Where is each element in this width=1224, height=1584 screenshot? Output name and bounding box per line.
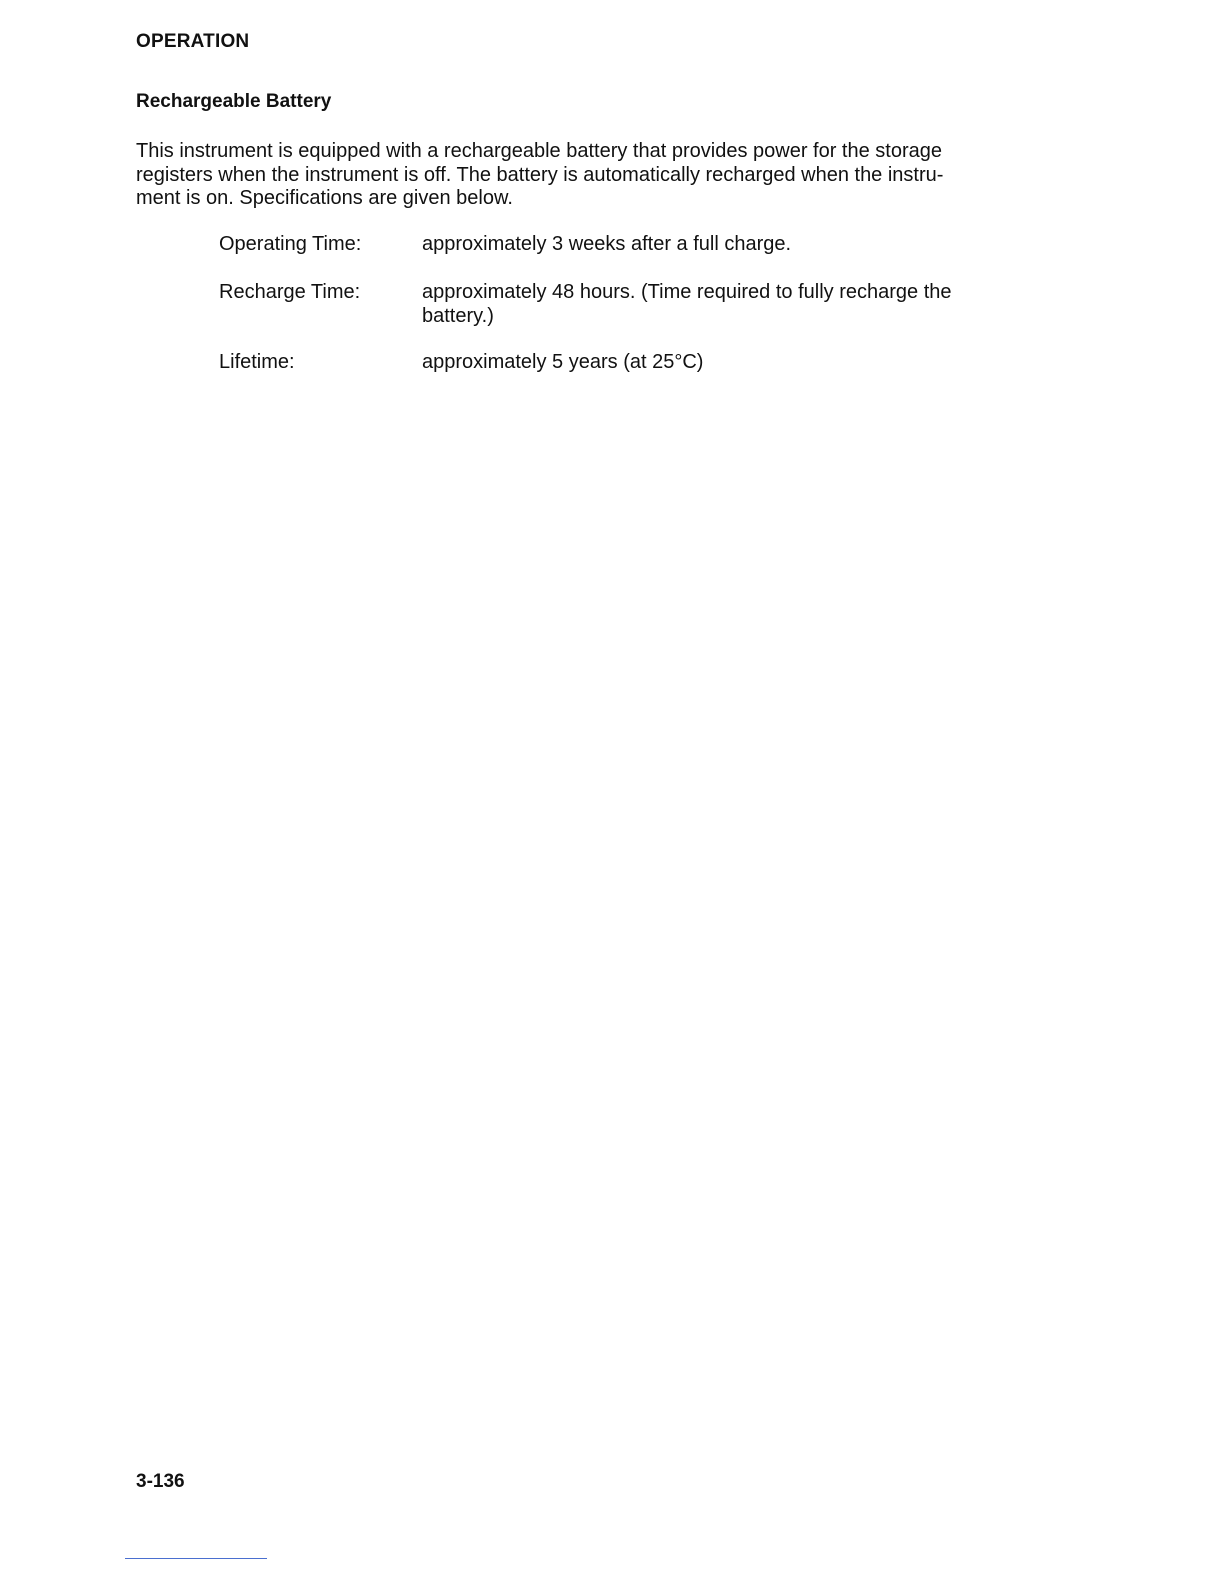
spec-label-lifetime: Lifetime: xyxy=(219,351,295,373)
section-header: OPERATION xyxy=(136,31,250,52)
spec-value-operating-time xyxy=(422,233,791,257)
footer-rule xyxy=(125,1558,267,1559)
spec-value-line: battery.) xyxy=(422,304,494,327)
spec-label-recharge-time: Recharge Time: xyxy=(219,281,361,303)
spec-value-line: approximately 5 years (at 25°C) xyxy=(422,351,704,373)
intro-line: This instrument is equipped with a rechargeable battery that provides power for the storage xyxy=(136,140,942,162)
intro-line: ment is on. Specifications are given below. xyxy=(136,187,513,209)
intro-paragraph xyxy=(136,140,1006,211)
spec-value-lifetime xyxy=(422,351,703,375)
subsection-title: Rechargeable Battery xyxy=(136,91,332,112)
spec-value-line: approximately 48 hours. (Time required to fully recharge the xyxy=(422,281,952,303)
spec-value-recharge-time xyxy=(422,281,952,328)
spec-label-operating-time: Operating Time: xyxy=(219,233,362,255)
intro-line: registers when the instrument is off. The battery is automatically recharged when the instru- xyxy=(136,163,944,186)
page-number: 3-136 xyxy=(136,1471,185,1492)
spec-value-line: approximately 3 weeks after a full charge. xyxy=(422,233,792,255)
